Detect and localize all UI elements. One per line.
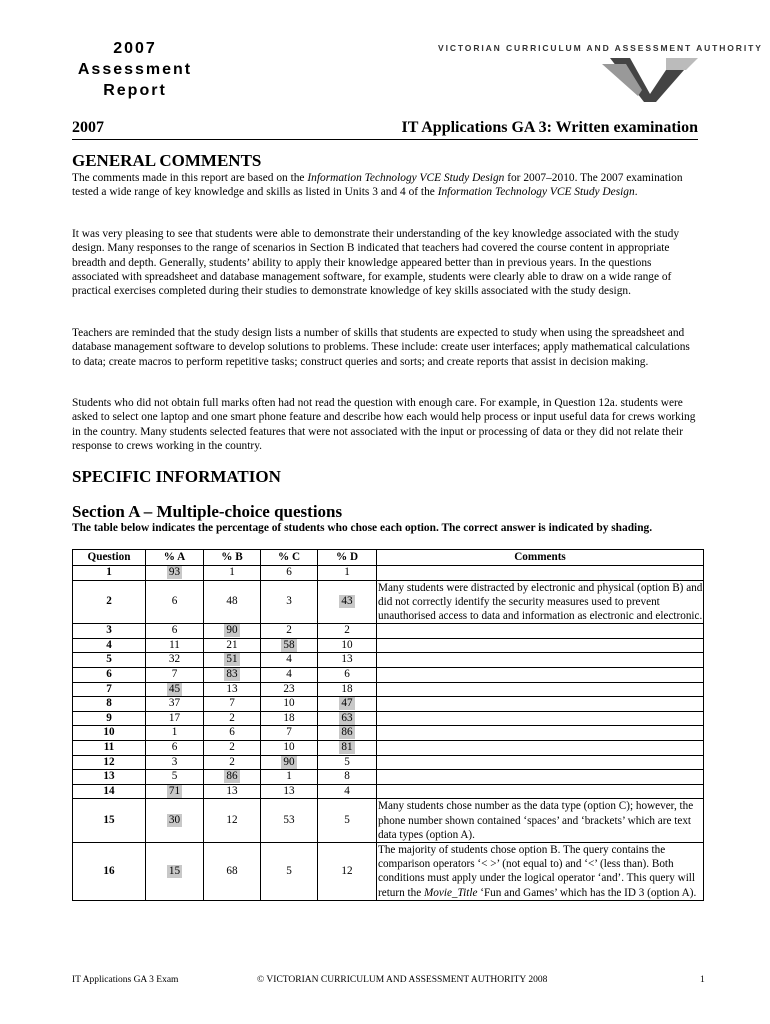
option-value: 7: [286, 726, 292, 739]
option-b-percent: [204, 638, 261, 653]
option-b-percent: [204, 711, 261, 726]
question-number: 12: [73, 755, 146, 770]
option-b-percent: [204, 566, 261, 581]
table-header-row: [73, 550, 704, 566]
question-number: 15: [73, 799, 146, 843]
option-value: 13: [341, 653, 353, 666]
general-paragraph-1: The comments made in this report are based on the Information Technology VCE Study Design for 2007–2010. The 2007 examination tested a wide range of key knowledge and skills as listed in Units 3 and 4 of the Information Technology VCE Study Design.: [72, 172, 683, 199]
table-row: [73, 711, 704, 726]
option-value: 11: [169, 638, 180, 651]
option-c-percent: [261, 667, 318, 682]
option-value: 6: [171, 624, 178, 637]
table-note: The table below indicates the percentage of students who chose each option. The correct answer is indicated by shading.: [72, 522, 653, 534]
header-d: % D: [318, 550, 377, 566]
option-a-percent: [146, 842, 204, 900]
correct-answer-value: 86: [226, 770, 238, 783]
option-a-percent: [146, 726, 204, 741]
header-report: Report: [103, 82, 167, 99]
option-value: 10: [283, 740, 295, 753]
table-row: [73, 682, 704, 697]
comment-cell: [377, 682, 704, 697]
table-row: [73, 842, 704, 900]
option-value: 4: [286, 653, 292, 666]
option-a-percent: [146, 784, 204, 799]
footer-copyright: © VICTORIAN CURRICULUM AND ASSESSMENT AUTHORITY 2008: [257, 975, 548, 985]
option-d-percent: [318, 638, 377, 653]
table-row: [73, 667, 704, 682]
table-row: [73, 580, 704, 624]
correct-answer-value: 45: [168, 682, 181, 695]
option-value: 6: [286, 566, 292, 578]
option-a-percent: [146, 653, 204, 668]
option-value: 1: [286, 770, 292, 783]
table-row: [73, 566, 704, 581]
comment-field-name: Movie_Title: [423, 886, 478, 899]
subject-year: 2007: [72, 119, 104, 136]
comment-cell: [377, 842, 704, 900]
table-row: [73, 770, 704, 785]
comment-cell: Many students chose number as the data type (option C); however, the phone number shown contained ‘spaces’ and ‘brackets’ which are text data types (option A).: [377, 799, 704, 843]
option-b-percent: [204, 624, 261, 639]
option-value: 37: [168, 697, 181, 710]
subject-heading: [72, 119, 698, 140]
option-value: 2: [229, 755, 235, 768]
vcaa-logo-icon: [600, 56, 700, 102]
option-a-percent: [146, 770, 204, 785]
report-header-title: [70, 38, 200, 101]
option-a-percent: [146, 697, 204, 712]
table-row: [73, 799, 704, 843]
option-d-percent: [318, 682, 377, 697]
option-b-percent: [204, 799, 261, 843]
option-a-percent: [146, 566, 204, 581]
option-value: 7: [229, 697, 235, 710]
question-number: 7: [73, 682, 146, 697]
option-value: 1: [171, 726, 178, 739]
comment-text: ‘Fun and Games’ which has the ID 3 (option A).: [477, 886, 697, 899]
option-value: 2: [286, 624, 292, 637]
option-value: 18: [283, 711, 295, 724]
table-row: [73, 653, 704, 668]
option-b-percent: [204, 667, 261, 682]
option-c-percent: [261, 624, 318, 639]
question-number: 3: [73, 624, 146, 639]
option-b-percent: [204, 740, 261, 755]
option-value: 6: [171, 740, 178, 753]
option-value: 12: [226, 813, 238, 826]
option-c-percent: [261, 682, 318, 697]
question-number: 2: [73, 580, 146, 624]
correct-answer-value: 90: [283, 755, 295, 768]
question-number: 10: [73, 726, 146, 741]
general-paragraph-3: Teachers are reminded that the study design lists a number of skills that students are expected to study when using the spreadsheet and database management software to develop solutions to problems. These include: create user interfaces; apply mathematical calculations to data; create macros to perform repetitive tasks; construct queries and sorts; and create reports that assist in decision making.: [72, 327, 690, 368]
option-c-percent: [261, 740, 318, 755]
comment-cell: [377, 711, 704, 726]
option-a-percent: [146, 711, 204, 726]
multiple-choice-table: [72, 549, 704, 901]
option-value: 21: [226, 638, 238, 651]
option-value: 3: [171, 755, 178, 768]
comment-cell: [377, 740, 704, 755]
table-row: [73, 784, 704, 799]
comment-cell: [377, 726, 704, 741]
option-b-percent: [204, 580, 261, 624]
table-row: [73, 624, 704, 639]
header-b: % B: [204, 550, 261, 566]
header-question: Question: [73, 550, 146, 566]
subject-title: IT Applications GA 3: Written examination: [401, 119, 698, 136]
option-a-percent: [146, 740, 204, 755]
option-value: 53: [283, 813, 295, 826]
option-value: 18: [341, 682, 353, 695]
option-c-percent: [261, 799, 318, 843]
option-d-percent: [318, 770, 377, 785]
option-a-percent: [146, 638, 204, 653]
option-d-percent: [318, 580, 377, 624]
option-c-percent: [261, 726, 318, 741]
option-d-percent: [318, 784, 377, 799]
question-number: 14: [73, 784, 146, 799]
header-year: 2007: [113, 40, 157, 57]
correct-answer-value: 83: [226, 667, 238, 680]
comment-cell: [377, 624, 704, 639]
option-c-percent: [261, 697, 318, 712]
correct-answer-value: 90: [226, 624, 238, 637]
option-value: 10: [283, 697, 295, 710]
specific-information-heading: SPECIFIC INFORMATION: [72, 467, 281, 486]
option-c-percent: [261, 755, 318, 770]
option-c-percent: [261, 842, 318, 900]
option-value: 23: [283, 682, 295, 695]
option-value: 5: [286, 864, 292, 877]
option-value: 6: [171, 595, 178, 608]
correct-answer-value: 47: [341, 697, 353, 710]
option-value: 3: [286, 595, 292, 608]
option-value: 10: [341, 638, 353, 651]
option-d-percent: [318, 842, 377, 900]
organisation-name: VICTORIAN CURRICULUM AND ASSESSMENT AUTHORITY: [438, 43, 763, 53]
option-value: 48: [226, 595, 238, 608]
option-c-percent: [261, 784, 318, 799]
option-c-percent: [261, 653, 318, 668]
option-b-percent: [204, 770, 261, 785]
general-comments-heading: GENERAL COMMENTS: [72, 151, 262, 170]
option-c-percent: [261, 580, 318, 624]
question-number: 11: [73, 740, 146, 755]
correct-answer-value: 51: [226, 653, 238, 666]
option-value: 1: [344, 566, 350, 578]
option-value: 13: [226, 784, 238, 797]
correct-answer-value: 58: [283, 638, 295, 651]
option-b-percent: [204, 842, 261, 900]
comment-cell: Many students were distracted by electronic and physical (option B) and did not correctly identify the security measures used to prevent unauthorised access to data and information as electronic and electronic.: [378, 581, 703, 622]
option-value: 2: [229, 711, 235, 724]
option-value: 12: [341, 864, 353, 877]
header-a: % A: [146, 550, 204, 566]
general-paragraph-4: Students who did not obtain full marks often had not read the question with enough care. For example, in Question 12a. students were asked to select one laptop and one smart phone feature and describe how each would help process or input useful data for crews working in the country. Many students selected features that were not associated with the input or processing of data or they did not relate their response to crews working in the country.: [72, 397, 696, 452]
table-row: [73, 697, 704, 712]
comment-cell: [377, 653, 704, 668]
table-row: [73, 638, 704, 653]
table-row: [73, 726, 704, 741]
question-number: 16: [73, 842, 146, 900]
option-b-percent: [204, 755, 261, 770]
option-b-percent: [204, 726, 261, 741]
option-b-percent: [204, 682, 261, 697]
option-value: 13: [226, 682, 238, 695]
option-d-percent: [318, 740, 377, 755]
option-a-percent: [146, 580, 204, 624]
option-d-percent: [318, 653, 377, 668]
option-value: 5: [171, 770, 178, 783]
option-value: 4: [286, 667, 292, 680]
header-assessment: Assessment: [77, 61, 193, 78]
option-a-percent: [146, 755, 204, 770]
option-d-percent: [318, 697, 377, 712]
option-a-percent: [146, 799, 204, 843]
correct-answer-value: 86: [341, 726, 353, 739]
correct-answer-value: 81: [341, 740, 353, 753]
option-b-percent: [204, 784, 261, 799]
option-d-percent: [318, 566, 377, 581]
correct-answer-value: 15: [168, 864, 181, 877]
option-a-percent: [146, 624, 204, 639]
option-value: 1: [229, 566, 235, 578]
option-d-percent: [318, 755, 377, 770]
header-c: % C: [261, 550, 318, 566]
question-number: 8: [73, 697, 146, 712]
table-body: [73, 566, 704, 901]
correct-answer-value: 93: [168, 566, 181, 578]
comment-text: The majority of students chose option B. The query contains the comparison operators ‘< >’ (not equal to) and ‘<’ (less than). Both conditions must apply under the logical operator ‘and’. This query will return the: [378, 843, 696, 899]
comment-cell: [377, 755, 704, 770]
option-d-percent: [318, 711, 377, 726]
option-value: 5: [344, 813, 350, 826]
option-c-percent: [261, 770, 318, 785]
footer-left: IT Applications GA 3 Exam: [72, 975, 179, 985]
option-c-percent: [261, 566, 318, 581]
comment-cell: [377, 770, 704, 785]
question-number: 1: [73, 566, 146, 581]
option-a-percent: [146, 667, 204, 682]
question-number: 6: [73, 667, 146, 682]
option-value: 7: [171, 667, 178, 680]
footer-page-number: 1: [700, 975, 705, 985]
comment-cell: [377, 784, 704, 799]
option-value: 2: [344, 624, 350, 637]
option-value: 6: [229, 726, 235, 739]
table-row: [73, 740, 704, 755]
option-value: 2: [229, 740, 235, 753]
correct-answer-value: 30: [168, 813, 181, 826]
option-value: 17: [168, 711, 181, 724]
table-row: [73, 755, 704, 770]
general-paragraph-2: It was very pleasing to see that students were able to demonstrate their understanding of the key knowledge associated with the study design. Many responses to the range of scenarios in Section B indicated that teachers had covered the course content in appropriate breadth and depth. Generally, students’ ability to apply their knowledge appeared better than in previous years. In the questions associated with spreadsheet and database management software, for example, students were clearly able to draw on a wide range of practical exercises completed during their studies to demonstrate knowledge of key skills associated with the study design.: [72, 228, 680, 298]
correct-answer-value: 43: [341, 595, 353, 608]
option-b-percent: [204, 653, 261, 668]
comment-cell: [377, 638, 704, 653]
option-d-percent: [318, 667, 377, 682]
comment-cell: [377, 667, 704, 682]
option-value: 4: [344, 784, 350, 797]
option-value: 5: [344, 755, 350, 768]
question-number: 9: [73, 711, 146, 726]
option-value: 13: [283, 784, 295, 797]
option-d-percent: [318, 624, 377, 639]
comment-cell: [377, 697, 704, 712]
question-number: 4: [73, 638, 146, 653]
question-number: 5: [73, 653, 146, 668]
correct-answer-value: 63: [341, 711, 353, 724]
option-value: 8: [344, 770, 350, 783]
option-value: 32: [168, 653, 181, 666]
question-number: 13: [73, 770, 146, 785]
option-d-percent: [318, 726, 377, 741]
option-a-percent: [146, 682, 204, 697]
header-comments: Comments: [377, 550, 704, 566]
correct-answer-value: 71: [168, 784, 181, 797]
section-a-heading: Section A – Multiple-choice questions: [72, 502, 343, 521]
comment-cell: [377, 566, 704, 581]
option-value: 6: [344, 667, 350, 680]
option-c-percent: [261, 638, 318, 653]
option-value: 68: [226, 864, 238, 877]
option-d-percent: [318, 799, 377, 843]
option-b-percent: [204, 697, 261, 712]
option-c-percent: [261, 711, 318, 726]
